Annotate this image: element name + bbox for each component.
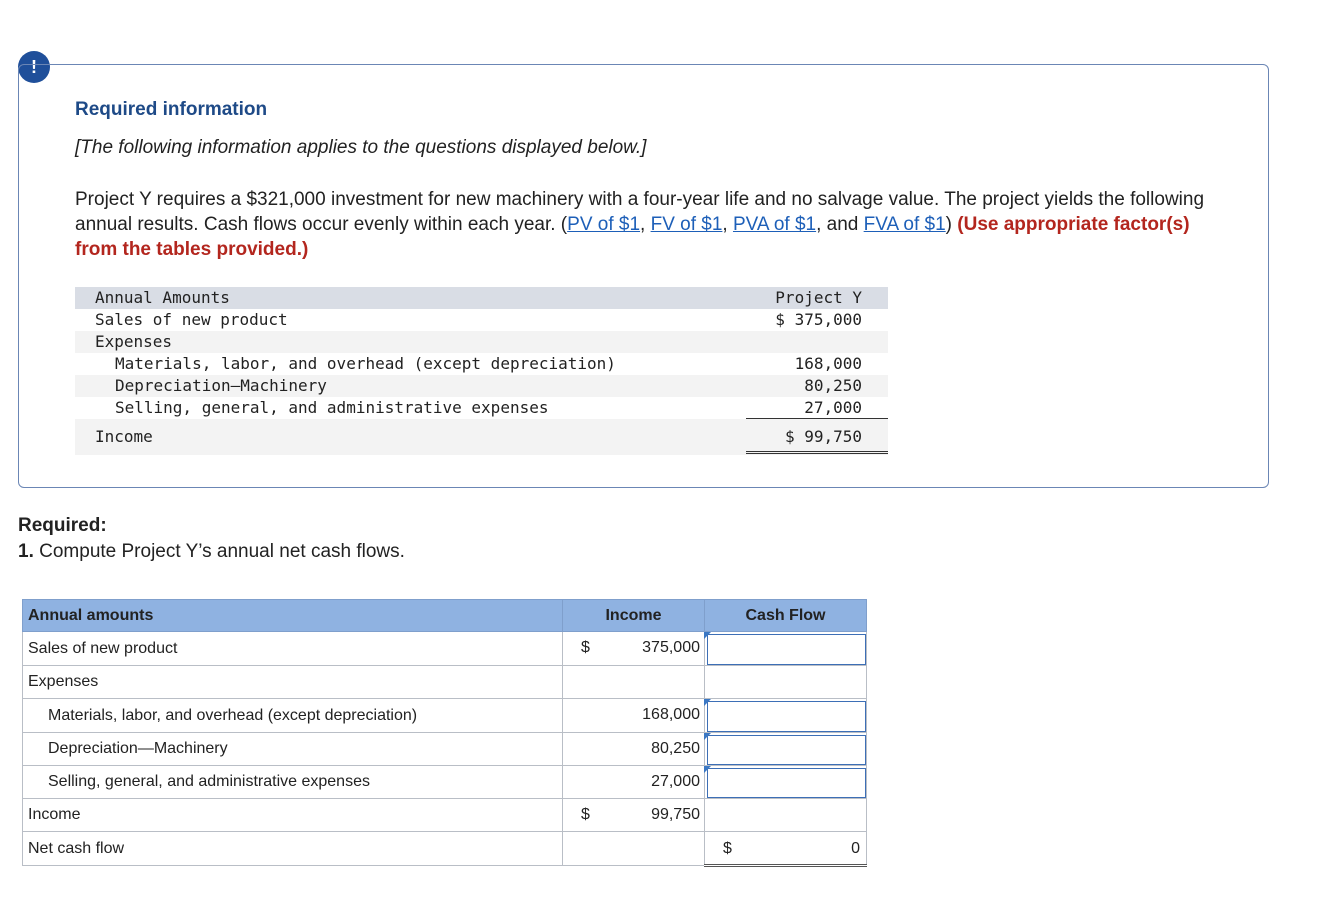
- fva-table-link[interactable]: FVA of $1: [863, 214, 946, 235]
- cash-flow-input-materials[interactable]: [707, 701, 866, 732]
- data-row: Sales of new product $ 375,000: [95, 310, 862, 329]
- answer-table: [22, 599, 867, 867]
- project-data-table: [75, 287, 888, 455]
- data-row: Expenses: [75, 331, 888, 353]
- flag-icon: [704, 733, 711, 740]
- pv-table-link[interactable]: PV of $1: [567, 214, 641, 235]
- problem-statement: Project Y requires a $321,000 investment for new machinery with a four-year life and no salvage value. The project yields the following annual results. Cash flows occur evenly within each year. (PV of $1, FV of $1, PVA of $1, and FVA of $1) (Use appropriate factor(s) from the tables provided.): [75, 189, 1205, 260]
- data-table-header: [75, 287, 888, 309]
- table-row: Expenses: [23, 666, 867, 699]
- table-row: Depreciation—Machinery 80,250: [23, 733, 867, 766]
- table-row: Income $ 99,750: [23, 799, 867, 832]
- header-income: Income: [563, 600, 705, 632]
- cash-flow-input-sga[interactable]: [707, 768, 866, 798]
- cash-flow-input-sales[interactable]: [707, 634, 866, 665]
- header-annual-amounts: Annual amounts: [28, 606, 154, 624]
- info-heading: Required information: [75, 99, 268, 120]
- fv-table-link[interactable]: FV of $1: [650, 214, 723, 235]
- required-title: Required:: [18, 515, 107, 536]
- table-row: Materials, labor, and overhead (except depreciation) 168,000: [23, 699, 867, 733]
- data-row: Depreciation—Machinery 80,250: [75, 375, 888, 397]
- instruction-text: (Use appropriate factor(s) from the tables provided.): [75, 214, 1190, 260]
- answer-header-row: [23, 600, 867, 632]
- info-note: [The following information applies to the questions displayed below.]: [75, 137, 647, 158]
- flag-icon: [704, 632, 711, 639]
- cash-flow-input-depreciation[interactable]: [707, 735, 866, 765]
- flag-icon: [704, 766, 711, 773]
- data-row: Selling, general, and administrative expenses 27,000: [75, 397, 888, 419]
- net-cash-flow-value: 0: [851, 840, 860, 857]
- data-row-income: Income $ 99,750: [75, 419, 888, 455]
- header-cash-flow: Cash Flow: [705, 600, 867, 632]
- data-header-label: Annual Amounts: [95, 288, 230, 307]
- required-question: 1. Compute Project Y’s annual net cash flows.: [18, 541, 405, 562]
- data-header-value: Project Y: [775, 288, 862, 307]
- data-row: Materials, labor, and overhead (except depreciation) 168,000: [115, 354, 862, 373]
- table-row-net-cash-flow: Net cash flow $ 0: [23, 832, 867, 866]
- table-row: Selling, general, and administrative expenses 27,000: [23, 766, 867, 799]
- flag-icon: [704, 699, 711, 706]
- pva-table-link[interactable]: PVA of $1: [732, 214, 817, 235]
- problem-text: Project Y requires a $321,000 investment for new machinery with a four-year life and no salvage value. The project yields the following annual results. Cash flows occur evenly within each year. (: [75, 189, 1205, 235]
- table-row: Sales of new product $ 375,000: [23, 632, 867, 666]
- total-double-underline: [746, 451, 888, 454]
- exclamation-icon: !: [18, 51, 50, 83]
